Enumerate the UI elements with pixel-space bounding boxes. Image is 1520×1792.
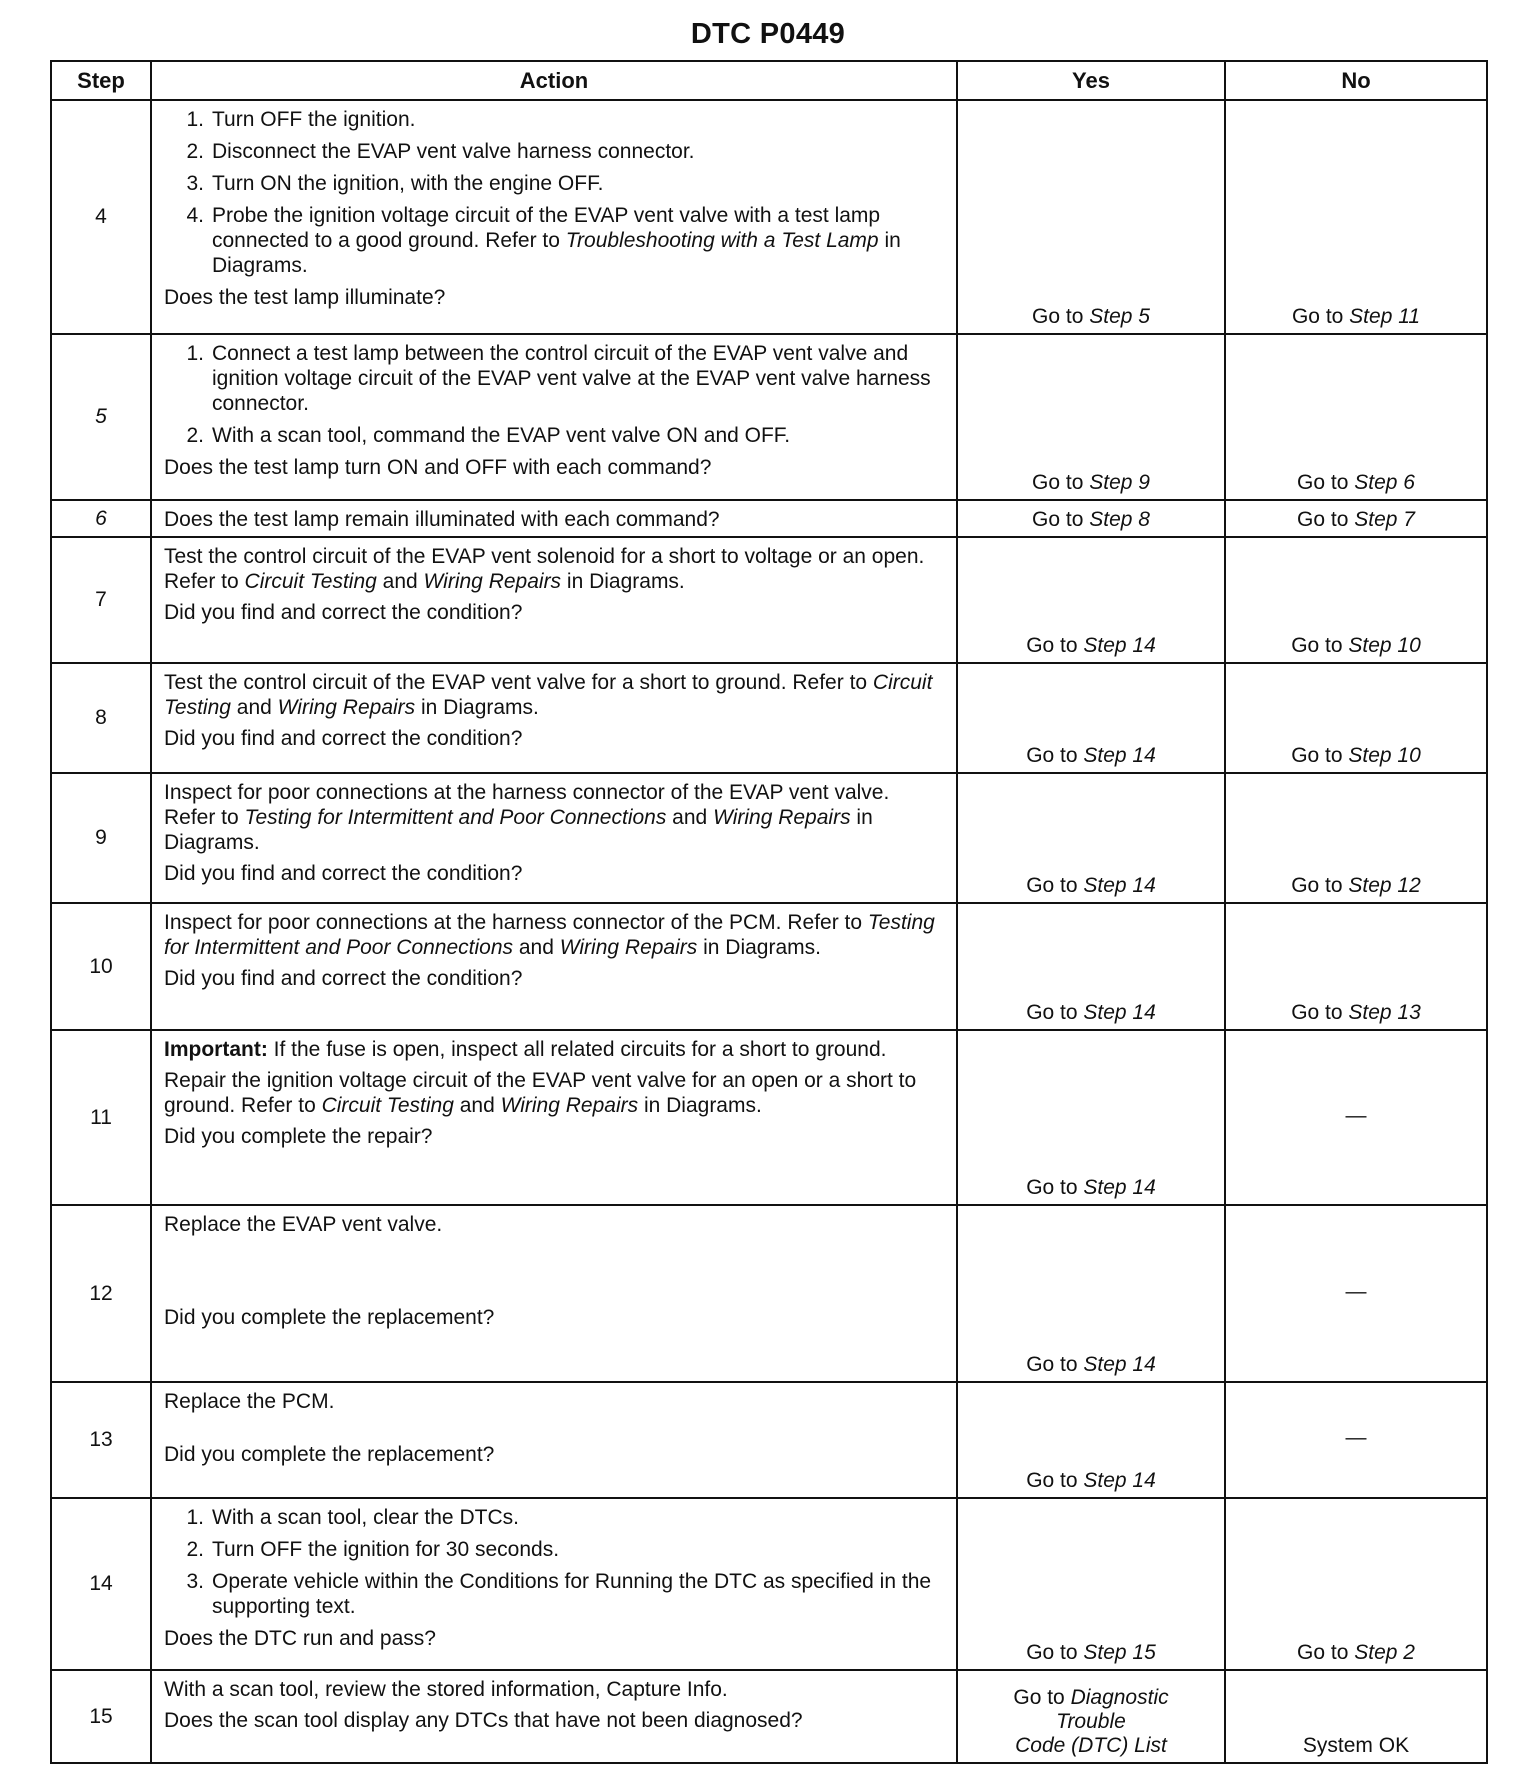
action-step-list [164,341,946,448]
step-item-text [212,1505,946,1530]
reference-text: Step 14 [1083,1001,1156,1024]
yes-result [957,100,1225,334]
text-run: Turn OFF the ignition. [212,108,416,131]
text-run: Go to [1291,634,1349,657]
text-run: — [1345,1103,1367,1127]
text-run: Go to [1291,305,1350,328]
step-number: 5 [51,334,151,500]
text-run: Go to [1026,1641,1084,1664]
text-run: Go to [1013,1686,1071,1709]
action-question [164,455,946,480]
text-run: — [1345,1426,1367,1449]
text-run: and [666,806,714,829]
step-number: 10 [51,903,151,1030]
text-run: Go to [1032,508,1090,531]
table-row [51,1030,1487,1205]
step-number: 12 [51,1205,151,1382]
step-number: 6 [51,500,151,537]
table-row [51,334,1487,500]
action-cell [151,1670,957,1763]
action-question [164,507,946,532]
text-run: Go to [1291,874,1349,897]
action-question [164,1708,946,1733]
step-item-number: 4. [186,204,204,227]
text-run: Replace the EVAP vent valve. [164,1213,443,1236]
action-paragraph [164,1068,946,1118]
reference-text: Step 14 [1083,1176,1156,1199]
emphasis-text: Important: [164,1038,268,1061]
no-result [1225,1382,1487,1498]
action-cell [151,537,957,663]
yes-result [957,1205,1225,1382]
action-paragraph [164,1037,946,1062]
action-paragraph [164,670,946,720]
no-result [1225,500,1487,537]
step-number: 15 [51,1670,151,1763]
text-run: Go to [1026,1353,1084,1376]
reference-text: Circuit Testing [164,671,933,719]
text-run: With a scan tool, review the stored information, Capture Info. [164,1678,728,1701]
action-step-item [164,171,946,196]
no-result [1225,1205,1487,1382]
diagnostic-table [50,60,1488,1764]
reference-text: Testing for Intermittent and Poor Connections [164,911,935,959]
header-action: Action [151,61,957,100]
action-step-item [164,1537,946,1562]
action-step-item [164,341,946,416]
reference-text: Step 6 [1354,471,1415,494]
step-item-text [212,1569,946,1619]
text-run: Turn OFF the ignition for 30 seconds. [212,1538,560,1561]
reference-text: Step 15 [1083,1641,1156,1664]
text-run: Did you find and correct the condition? [164,862,523,885]
step-item-number: 2. [186,140,204,163]
reference-text: Step 12 [1348,874,1421,897]
reference-text: Step 14 [1083,1469,1156,1492]
header-row [51,61,1487,100]
action-question [164,1305,946,1330]
step-item-text [212,203,946,278]
step-item-number: 2. [186,1538,204,1561]
yes-result [957,773,1225,903]
text-run: Did you find and correct the condition? [164,727,523,750]
action-paragraph [164,910,946,960]
reference-text: Step 14 [1083,744,1156,767]
yes-result [957,1498,1225,1670]
action-cell [151,500,957,537]
text-run: Go to [1026,874,1084,897]
reference-text: Step 9 [1089,471,1150,494]
yes-result [957,334,1225,500]
reference-text: Step 13 [1348,1001,1421,1024]
text-run: Operate vehicle within the Conditions for Running the DTC as specified in the supporting text. [212,1570,932,1618]
text-run: in Diagrams. [561,570,685,593]
reference-text: Wiring Repairs [277,696,416,719]
action-step-item [164,1569,946,1619]
action-cell [151,1382,957,1498]
no-result [1225,663,1487,773]
step-item-number: 3. [186,172,204,195]
reference-text: Trouble [1056,1710,1126,1733]
text-run: Go to [1291,744,1349,767]
action-paragraph [164,1677,946,1702]
step-item-number: 1. [186,108,204,131]
text-run: Test the control circuit of the EVAP vent solenoid for a short to voltage or an open. Refer to [164,545,925,593]
text-run: Does the DTC run and pass? [164,1627,436,1650]
no-result [1225,100,1487,334]
header-yes: Yes [957,61,1225,100]
action-paragraph [164,1212,946,1237]
yes-result [957,537,1225,663]
step-item-number: 2. [186,424,204,447]
text-run: and [513,936,560,959]
table-row [51,773,1487,903]
reference-text: Step 14 [1083,634,1156,657]
text-run: Go to [1297,508,1355,531]
text-run: in Diagrams. [697,936,821,959]
step-number: 8 [51,663,151,773]
text-run: in Diagrams. [164,806,873,854]
text-run: Go to [1026,744,1084,767]
reference-text: Step 11 [1349,305,1421,328]
action-step-list [164,107,946,278]
text-run: With a scan tool, clear the DTCs. [212,1506,519,1529]
action-cell [151,334,957,500]
text-run: — [1345,1279,1367,1303]
action-step-item [164,1505,946,1530]
step-item-text [212,423,946,448]
text-run: Go to [1026,1176,1084,1199]
text-run: Did you find and correct the condition? [164,601,523,624]
reference-text: Wiring Repairs [500,1094,639,1117]
text-run: Turn ON the ignition, with the engine OFF. [212,172,604,195]
action-step-list [164,1505,946,1619]
table-body [51,100,1487,1763]
step-number: 13 [51,1382,151,1498]
reference-text: Circuit Testing [321,1094,454,1117]
text-run: If the fuse is open, inspect all related circuits for a short to ground. [267,1038,887,1061]
action-cell [151,1030,957,1205]
no-result [1225,334,1487,500]
reference-text: Wiring Repairs [559,936,698,959]
step-item-text [212,171,946,196]
reference-text: Wiring Repairs [713,806,851,829]
text-run: Probe the ignition voltage circuit of the EVAP vent valve with a test lamp connected to a good ground. Refer to [212,204,881,252]
yes-result [957,500,1225,537]
step-number: 14 [51,1498,151,1670]
no-result [1225,1670,1487,1763]
text-run: Go to [1026,1001,1084,1024]
action-cell [151,773,957,903]
table-row [51,1382,1487,1498]
action-step-item [164,139,946,164]
reference-text: Step 10 [1348,634,1421,657]
step-number: 7 [51,537,151,663]
text-run: Go to [1297,471,1355,494]
reference-text: Step 2 [1354,1641,1415,1664]
text-run: Disconnect the EVAP vent valve harness connector. [212,140,695,163]
text-run: Go to [1291,1001,1349,1024]
text-run: Go to [1026,1469,1084,1492]
action-cell [151,663,957,773]
table-row [51,500,1487,537]
no-result [1225,903,1487,1030]
step-item-number: 1. [186,1506,204,1529]
no-result [1225,1030,1487,1205]
text-run: in Diagrams. [638,1094,762,1117]
text-run: in Diagrams. [415,696,539,719]
action-question [164,726,946,751]
step-item-text [212,139,946,164]
step-item-number: 3. [186,1570,204,1593]
text-run: Go to [1032,305,1090,328]
action-step-item [164,107,946,132]
text-run: and [453,1094,501,1117]
action-cell [151,1498,957,1670]
step-item-text [212,1537,946,1562]
text-run: Repair the ignition voltage circuit of the EVAP vent valve for an open or a short to ground. Refer to [164,1069,917,1117]
no-result [1225,773,1487,903]
text-run: Does the test lamp remain illuminated with each command? [164,508,720,531]
action-question [164,1124,946,1149]
reference-text: Troubleshooting with a Test Lamp [565,229,879,252]
reference-text: Step 14 [1083,1353,1156,1376]
step-number: 11 [51,1030,151,1205]
action-question [164,600,946,625]
action-paragraph [164,544,946,594]
text-run: Did you complete the replacement? [164,1443,495,1466]
text-run: Does the test lamp turn ON and OFF with each command? [164,456,712,479]
yes-result [957,663,1225,773]
text-run: Does the scan tool display any DTCs that have not been diagnosed? [164,1709,803,1732]
text-run: Go to [1032,471,1090,494]
table-row [51,1670,1487,1763]
step-number: 4 [51,100,151,334]
text-run: Connect a test lamp between the control circuit of the EVAP vent valve and ignition voltage circuit of the EVAP vent valve at the EVAP vent valve harness connector. [212,342,931,415]
table-row [51,1498,1487,1670]
text-run: Go to [1297,1641,1355,1664]
text-run: Inspect for poor connections at the harness connector of the EVAP vent valve. Refer to [164,781,890,829]
header-no: No [1225,61,1487,100]
action-cell [151,100,957,334]
text-run: in Diagrams. [212,229,901,277]
yes-result [957,1030,1225,1205]
text-run: Replace the PCM. [164,1390,335,1413]
step-item-number: 1. [186,342,204,365]
text-run: Test the control circuit of the EVAP vent valve for a short to ground. Refer to [164,671,873,694]
page-title: DTC P0449 [690,18,846,50]
table-row [51,537,1487,663]
reference-text: Step 10 [1348,744,1421,767]
table-row [51,1205,1487,1382]
reference-text: Diagnostic [1070,1686,1169,1709]
reference-text: Step 8 [1089,508,1150,531]
step-item-text [212,341,946,416]
reference-text: Step 14 [1083,874,1156,897]
reference-text: Step 5 [1089,305,1150,328]
action-step-item [164,203,946,278]
no-result [1225,1498,1487,1670]
text-run: Go to [1026,634,1084,657]
table-row [51,903,1487,1030]
text-run: System OK [1302,1734,1410,1757]
action-step-item [164,423,946,448]
reference-text: Testing for Intermittent and Poor Connections [244,806,667,829]
reference-text: Code (DTC) List [1015,1734,1167,1757]
action-question [164,1626,946,1651]
text-run: Did you complete the repair? [164,1125,433,1148]
action-cell [151,903,957,1030]
table-row [51,100,1487,334]
action-paragraph [164,1389,946,1414]
text-run: Inspect for poor connections at the harness connector of the PCM. Refer to [164,911,868,934]
no-result [1225,537,1487,663]
yes-result [957,1382,1225,1498]
reference-text: Step 7 [1354,508,1415,531]
reference-text: Circuit Testing [244,570,377,593]
action-question [164,285,946,310]
yes-result [957,1670,1225,1763]
text-run: and [230,696,278,719]
spacer [164,1420,946,1442]
action-cell [151,1205,957,1382]
reference-text: Wiring Repairs [423,570,562,593]
table-row [51,663,1487,773]
action-paragraph [164,780,946,855]
text-run: Does the test lamp illuminate? [164,286,446,309]
step-item-text [212,107,946,132]
text-run: and [376,570,424,593]
text-run: With a scan tool, command the EVAP vent valve ON and OFF. [212,424,791,447]
text-run: Did you find and correct the condition? [164,967,523,990]
header-step: Step [51,61,151,100]
text-run: Did you complete the replacement? [164,1306,495,1329]
step-number: 9 [51,773,151,903]
action-question [164,966,946,991]
spacer [164,1243,946,1305]
action-question [164,1442,946,1467]
yes-result [957,903,1225,1030]
action-question [164,861,946,886]
